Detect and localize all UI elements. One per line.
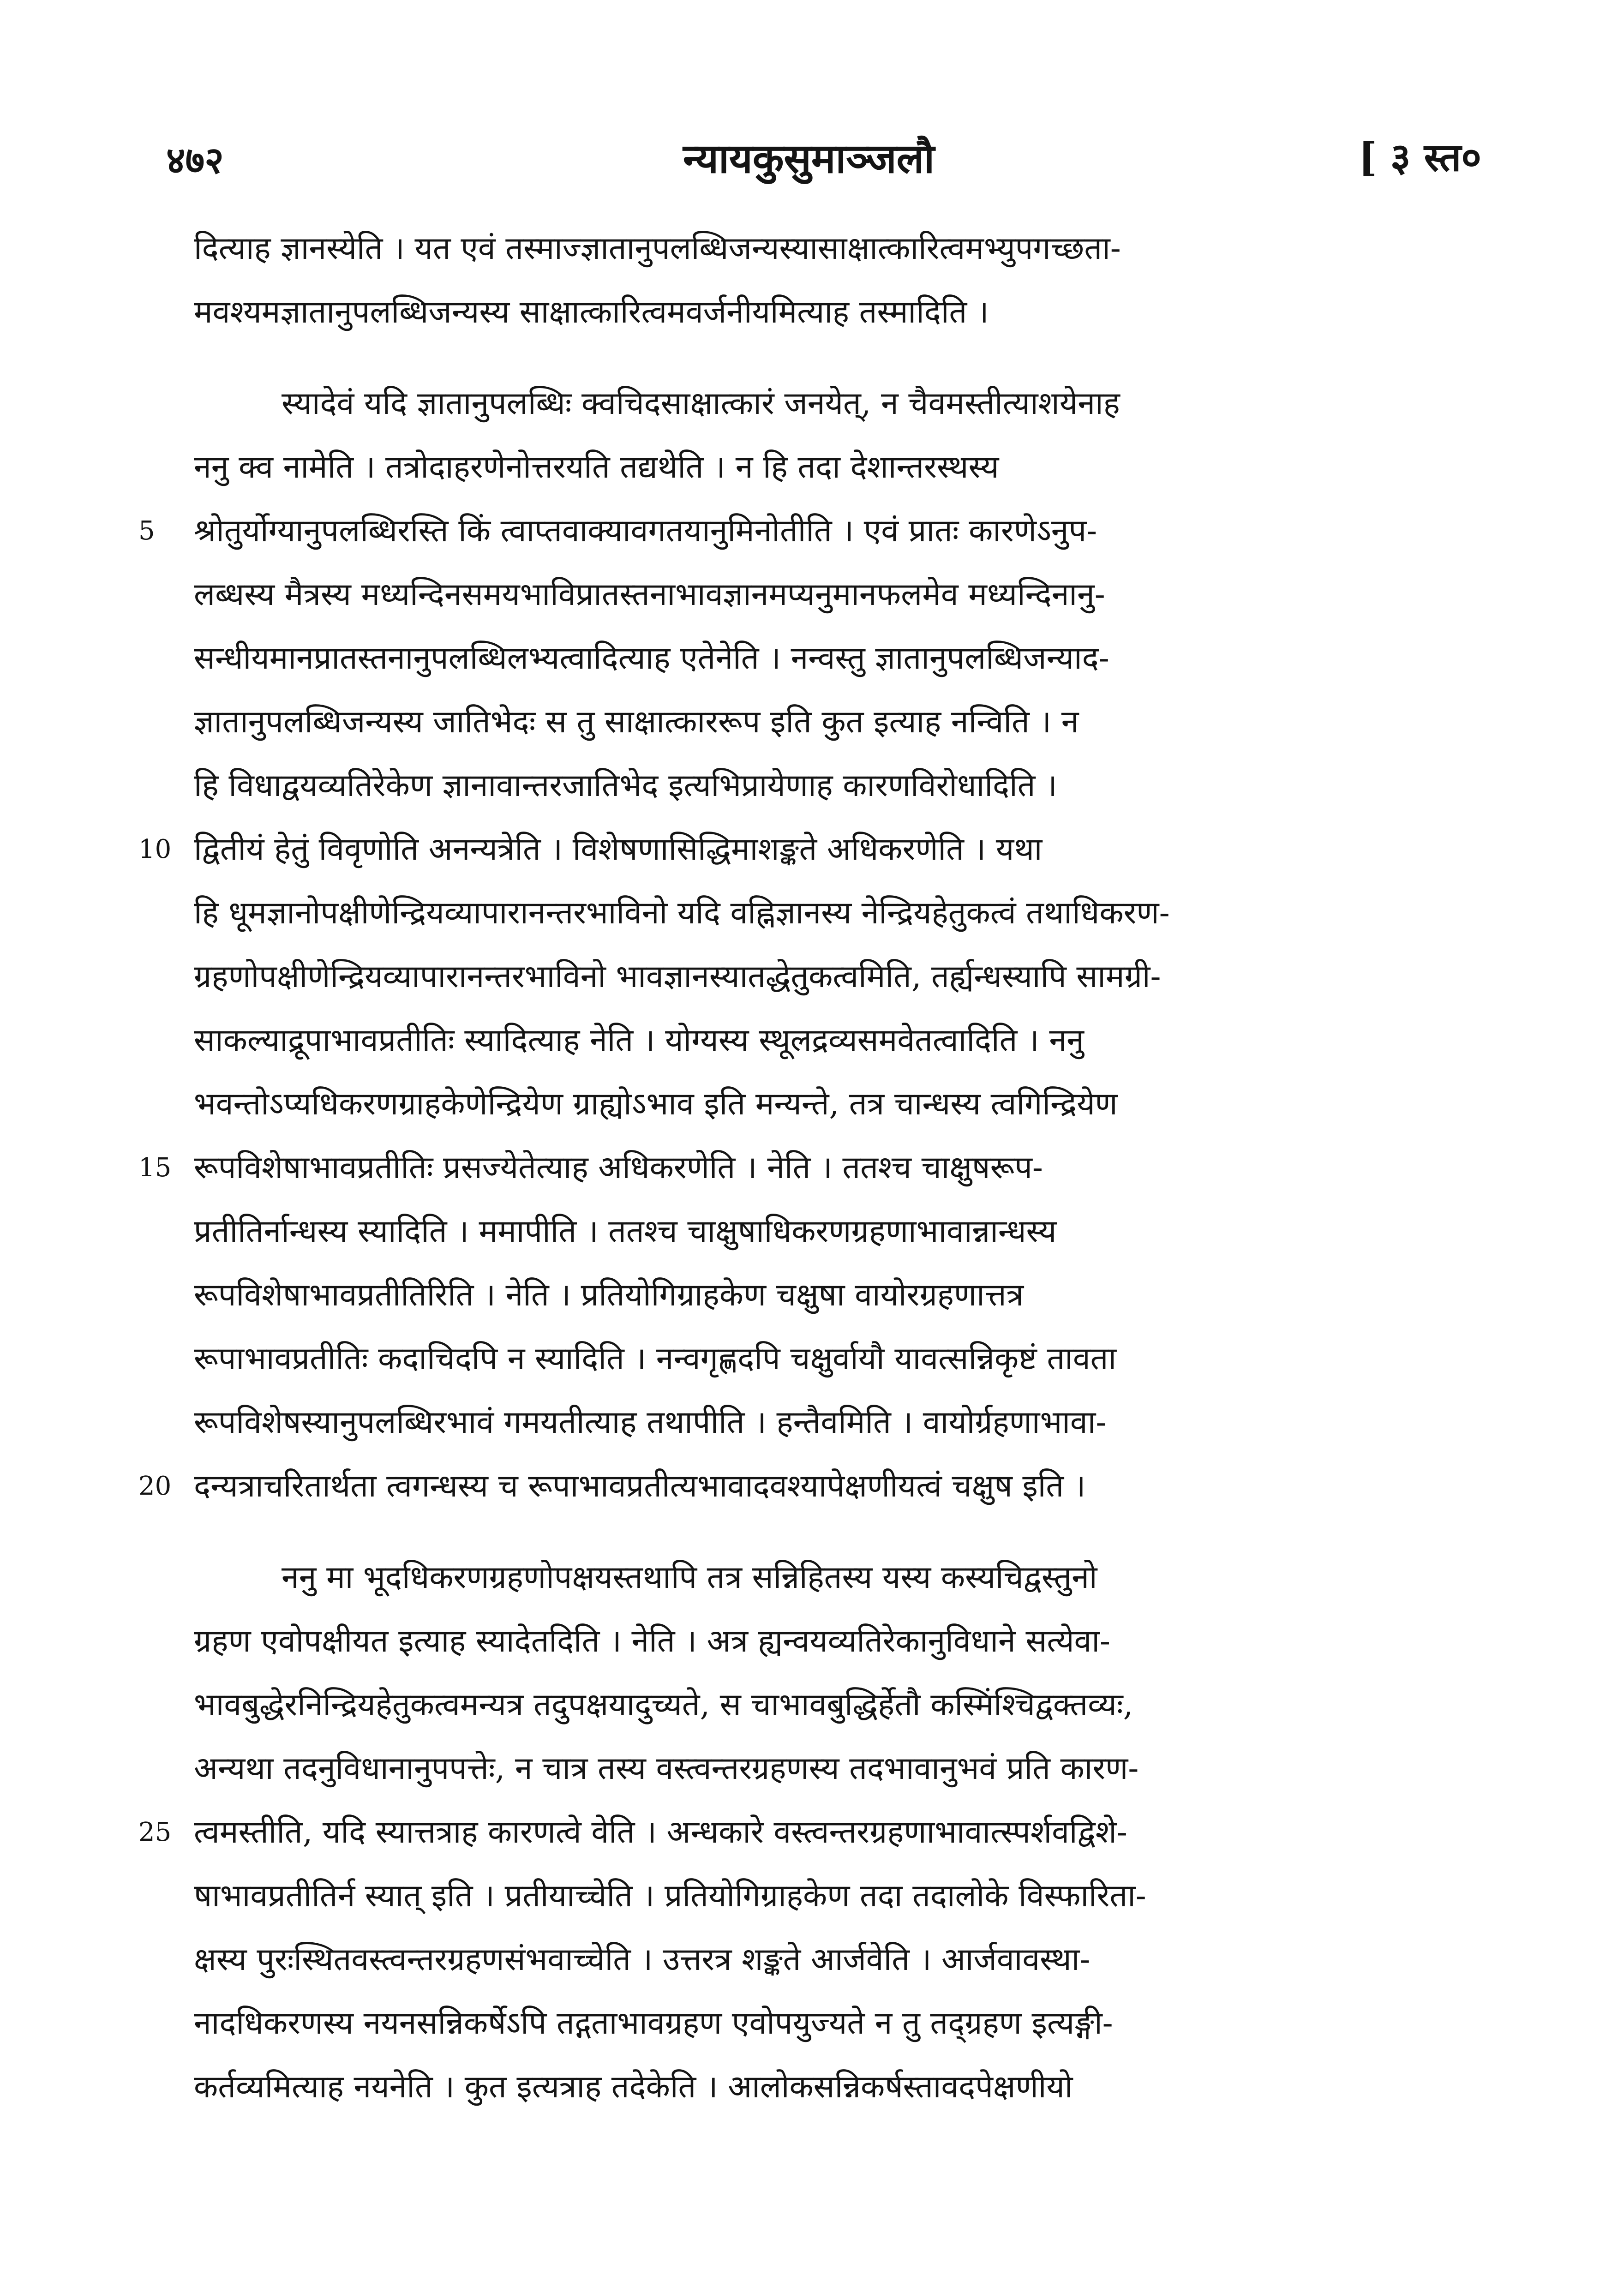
page-header — [166, 125, 1481, 189]
line-number: 25 — [138, 1817, 172, 1847]
line-text: दित्याह ज्ञानस्येति । यत एवं तस्माज्ज्ञातानुपलब्धिजन्यस्यासाक्षात्कारित्वमभ्युपगच्छता- — [194, 230, 1121, 267]
line-text: प्रतीतिर्नान्धस्य स्यादिति । ममापीति । ततश्च चाक्षुषाधिकरणग्रहणाभावान्नान्धस्य — [194, 1213, 1057, 1250]
line-text: कर्तव्यमित्याह नयनेति । कुत इत्यत्राह तदेकेति । आलोकसन्निकर्षस्तावदपेक्षणीयो — [194, 2069, 1073, 2105]
text-line — [138, 1136, 1477, 1200]
text-line — [194, 881, 1477, 945]
text-line — [194, 1928, 1477, 1992]
text-line — [194, 1072, 1477, 1136]
text-line — [194, 1200, 1477, 1263]
line-text: हि धूमज्ञानोपक्षीणेन्द्रियव्यापारानन्तरभाविनो यदि वह्निज्ञानस्य नेन्द्रियहेतुकत्वं तथाधिकरण- — [194, 895, 1170, 931]
line-number: 15 — [138, 1153, 172, 1183]
text-line — [194, 1263, 1477, 1327]
line-text: रूपविशेषाभावप्रतीतिरिति । नेति । प्रतियोगिग्राहकेण चक्षुषा वायोरग्रहणात्तत्र — [194, 1277, 1024, 1313]
text-line — [194, 217, 1477, 281]
text-line — [194, 1992, 1477, 2055]
line-text: नादधिकरणस्य नयनसन्निकर्षेऽपि तद्गताभावग्रहण एवोपयुज्यते न तु तद्ग्रहण इत्यङ्गी- — [194, 2005, 1113, 2042]
line-text: अन्यथा तदनुविधानानुपपत्तेः, न चात्र तस्य वस्त्वन्तरग्रहणस्य तदभावानुभवं प्रति कारण- — [194, 1750, 1139, 1787]
text-line — [194, 945, 1477, 1009]
text-line — [194, 1610, 1477, 1673]
line-text: हि विधाद्वयव्यतिरेकेण ज्ञानावान्तरजातिभेद इत्यभिप्रायेणाह कारणविरोधादिति । — [194, 767, 1057, 804]
line-text: ग्रहणोपक्षीणेन्द्रियव्यापारानन्तरभाविनो भावज्ञानस्यातद्धेतुकत्वमिति, तर्ह्यन्धस्यापि सामग्री- — [194, 958, 1161, 995]
line-text: ननु क्व नामेति । तत्रोदाहरणेनोत्तरयति तद्यथेति । न हि तदा देशान्तरस्थस्य — [194, 449, 999, 485]
text-line — [194, 1737, 1477, 1801]
line-text: रूपविशेषाभावप्रतीतिः प्रसज्येतेत्याह अधिकरणेति । नेति । ततश्च चाक्षुषरूप- — [194, 1149, 1043, 1186]
text-line — [194, 563, 1477, 627]
line-number: 10 — [138, 834, 172, 864]
running-title: न्यायकुसुमाञ्जलौ — [683, 134, 935, 182]
text-line — [138, 818, 1477, 881]
text-line — [194, 281, 1477, 344]
text-line — [194, 690, 1477, 754]
line-text: स्यादेवं यदि ज्ञातानुपलब्धिः क्वचिदसाक्षात्कारं जनयेत्, न चैवमस्तीत्याशयेनाह — [282, 385, 1120, 422]
line-text: भवन्तोऽप्यधिकरणग्राहकेणेन्द्रियेण ग्राह्योऽभाव इति मन्यन्ते, तत्र चान्धस्य त्वगिन्द्रियेण — [194, 1086, 1118, 1122]
text-line — [194, 1009, 1477, 1072]
line-text: ग्रहण एवोपक्षीयत इत्याह स्यादेतदिति । नेति । अत्र ह्यन्वयव्यतिरेकानुविधाने सत्येवा- — [194, 1623, 1110, 1659]
text-line — [194, 436, 1477, 499]
text-line — [194, 1327, 1477, 1391]
line-text: मवश्यमज्ञातानुपलब्धिजन्यस्य साक्षात्कारित्वमवर्जनीयमित्याह तस्मादिति । — [194, 294, 989, 330]
text-line — [194, 2055, 1477, 2119]
line-number: 20 — [138, 1471, 172, 1501]
text-line — [194, 1391, 1477, 1455]
text-line — [194, 1864, 1477, 1928]
line-text: त्वमस्तीति, यदि स्यात्तत्राह कारणत्वे वेति । अन्धकारे वस्त्वन्तरग्रहणाभावात्स्पर्शवद्विशे- — [194, 1814, 1127, 1850]
text-line — [194, 1673, 1477, 1737]
text-line — [138, 1455, 1477, 1518]
line-text: रूपाभावप्रतीतिः कदाचिदपि न स्यादिति । नन्वगृह्णदपि चक्षुर्वायौ यावत्सन्निकृष्टं तावता — [194, 1341, 1116, 1377]
line-text: लब्धस्य मैत्रस्य मध्यन्दिनसमयभाविप्रातस्तनाभावज्ञानमप्यनुमानफलमेव मध्यन्दिनानु- — [194, 576, 1105, 613]
line-text: भावबुद्धेरनिन्द्रियहेतुकत्वमन्यत्र तदुपक्षयादुच्यते, स चाभावबुद्धिर्हेतौ कस्मिंश्चिद्वक्तव्यः, — [194, 1687, 1133, 1723]
text-line — [194, 372, 1477, 436]
line-text: ज्ञातानुपलब्धिजन्यस्य जातिभेदः स तु साक्षात्काररूप इति कुत इत्याह नन्विति । न — [194, 704, 1079, 740]
line-number: 5 — [138, 516, 155, 546]
line-text: सन्धीयमानप्रातस्तनानुपलब्धिलभ्यत्वादित्याह एतेनेति । नन्वस्तु ज्ञातानुपलब्धिजन्याद- — [194, 640, 1109, 677]
text-line — [194, 1546, 1477, 1610]
text-line — [194, 627, 1477, 690]
line-text: ननु मा भूदधिकरणग्रहणोपक्षयस्तथापि तत्र सन्निहितस्य यस्य कस्यचिद्वस्तुनो — [282, 1559, 1097, 1596]
text-line — [138, 1801, 1477, 1864]
line-text: रूपविशेषस्यानुपलब्धिरभावं गमयतीत्याह तथापीति । हन्तैवमिति । वायोर्ग्रहणाभावा- — [194, 1404, 1107, 1441]
chapter-mark: [ ३ स्त० — [1358, 134, 1481, 180]
line-text: साकल्याद्रूपाभावप्रतीतिः स्यादित्याह नेति । योग्यस्य स्थूलद्रव्यसमवेतत्वादिति । ननु — [194, 1022, 1084, 1059]
line-text: श्रोतुर्योग्यानुपलब्धिरस्ति किं त्वाप्तवाक्यावगतयानुमिनोतीति । एवं प्रातः कारणेऽनुप- — [194, 513, 1097, 549]
line-text: षाभावप्रतीतिर्न स्यात् इति । प्रतीयाच्चेति । प्रतियोगिग्राहकेण तदा तदालोके विस्फारिता- — [194, 1878, 1146, 1914]
line-text: दन्यत्राचरितार्थता त्वगन्धस्य च रूपाभावप्रतीत्यभावादवश्यापेक्षणीयत्वं चक्षुष इति । — [194, 1468, 1086, 1504]
line-text: क्षस्य पुरःस्थितवस्त्वन्तरग्रहणसंभवाच्चेति । उत्तरत्र शङ्कते आर्जवेति । आर्जवावस्था- — [194, 1941, 1091, 1978]
commentary-text — [138, 217, 1477, 2119]
line-text: द्वितीयं हेतुं विवृणोति अनन्यत्रेति । विशेषणासिद्धिमाशङ्कते अधिकरणेति । यथा — [194, 831, 1043, 868]
text-line — [138, 499, 1477, 563]
text-line — [194, 754, 1477, 818]
page-number: ४७२ — [166, 138, 224, 182]
